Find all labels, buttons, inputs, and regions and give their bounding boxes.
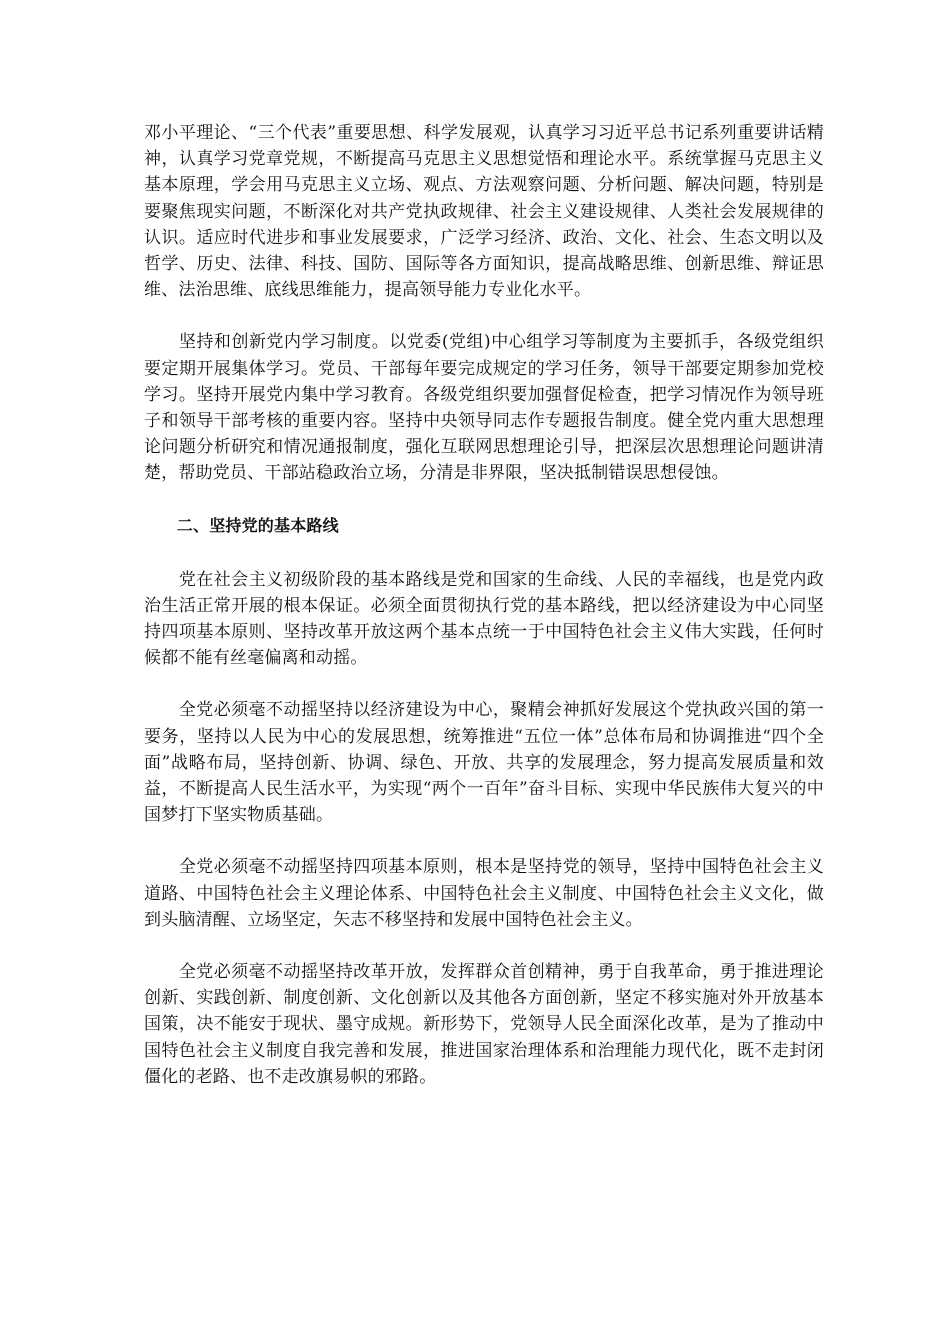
paragraph-study-system: 坚持和创新党内学习制度。以党委(党组)中心组学习等制度为主要抓手，各级党组织要定期开展集体学习。党员、干部每年要完成规定的学习任务，领导干部要定期参加党校学习。坚持开展党内集中学习教育。各级党组织要加强督促检查，把学习情况作为领导班子和领导干部考核的重要内容。坚持中央领导同志作专题报告制度。健全党内重大思想理论问题分析研究和情况通报制度，强化互联网思想理论引导，把深层次思想理论问题讲清楚，帮助党员、干部站稳政治立场，分清是非界限，坚决抵制错误思想侵蚀。 [144, 332, 824, 484]
paragraph-theory-study: 邓小平理论、“三个代表”重要思想、科学发展观，认真学习习近平总书记系列重要讲话精神，认真学习党章党规，不断提高马克思主义思想觉悟和理论水平。系统掌握马克思主义基本原理，学会用马克思主义立场、观点、方法观察问题、分析问题、解决问题，特别是要聚焦现实问题，不断深化对共产党执政规律、社会主义建设规律、人类社会发展规律的认识。适应时代进步和事业发展要求，广泛学习经济、政治、文化、社会、生态文明以及哲学、历史、法律、科技、国防、国际等各方面知识，提高战略思维、创新思维、辩证思维、法治思维、底线思维能力，提高领导能力专业化水平。 [144, 123, 824, 301]
paragraph-economic-construction: 全党必须毫不动摇坚持以经济建设为中心，聚精会神抓好发展这个党执政兴国的第一要务，坚持以人民为中心的发展思想，统筹推进“五位一体”总体布局和协调推进“四个全面”战略布局，坚持创新、协调、绿色、开放、共享的发展理念，努力提高发展质量和效益，不断提高人民生活水平，为实现“两个一百年”奋斗目标、实现中华民族伟大复兴的中国梦打下坚实物质基础。 [144, 700, 824, 826]
paragraph-reform-opening: 全党必须毫不动摇坚持改革开放，发挥群众首创精神，勇于自我革命，勇于推进理论创新、实践创新、制度创新、文化创新以及其他各方面创新，坚定不移实施对外开放基本国策，决不能安于现状、墨守成规。新形势下，党领导人民全面深化改革，是为了推动中国特色社会主义制度自我完善和发展，推进国家治理体系和治理能力现代化，既不走封闭僵化的老路、也不走改旗易帜的邪路。 [144, 962, 824, 1087]
document-body [144, 120, 824, 1116]
paragraph-four-principles: 全党必须毫不动摇坚持四项基本原则，根本是坚持党的领导，坚持中国特色社会主义道路、中国特色社会主义理论体系、中国特色社会主义制度、中国特色社会主义文化，做到头脑清醒、立场坚定，矢志不移坚持和发展中国特色社会主义。 [144, 857, 824, 930]
section-heading: 二、坚持党的基本路线 [176, 515, 339, 535]
paragraph-basic-line: 党在社会主义初级阶段的基本路线是党和国家的生命线、人民的幸福线，也是党内政治生活正常开展的根本保证。必须全面贯彻执行党的基本路线，把以经济建设为中心同坚持四项基本原则、坚持改革开放这两个基本点统一于中国特色社会主义伟大实践，任何时候都不能有丝毫偏离和动摇。 [144, 569, 824, 669]
